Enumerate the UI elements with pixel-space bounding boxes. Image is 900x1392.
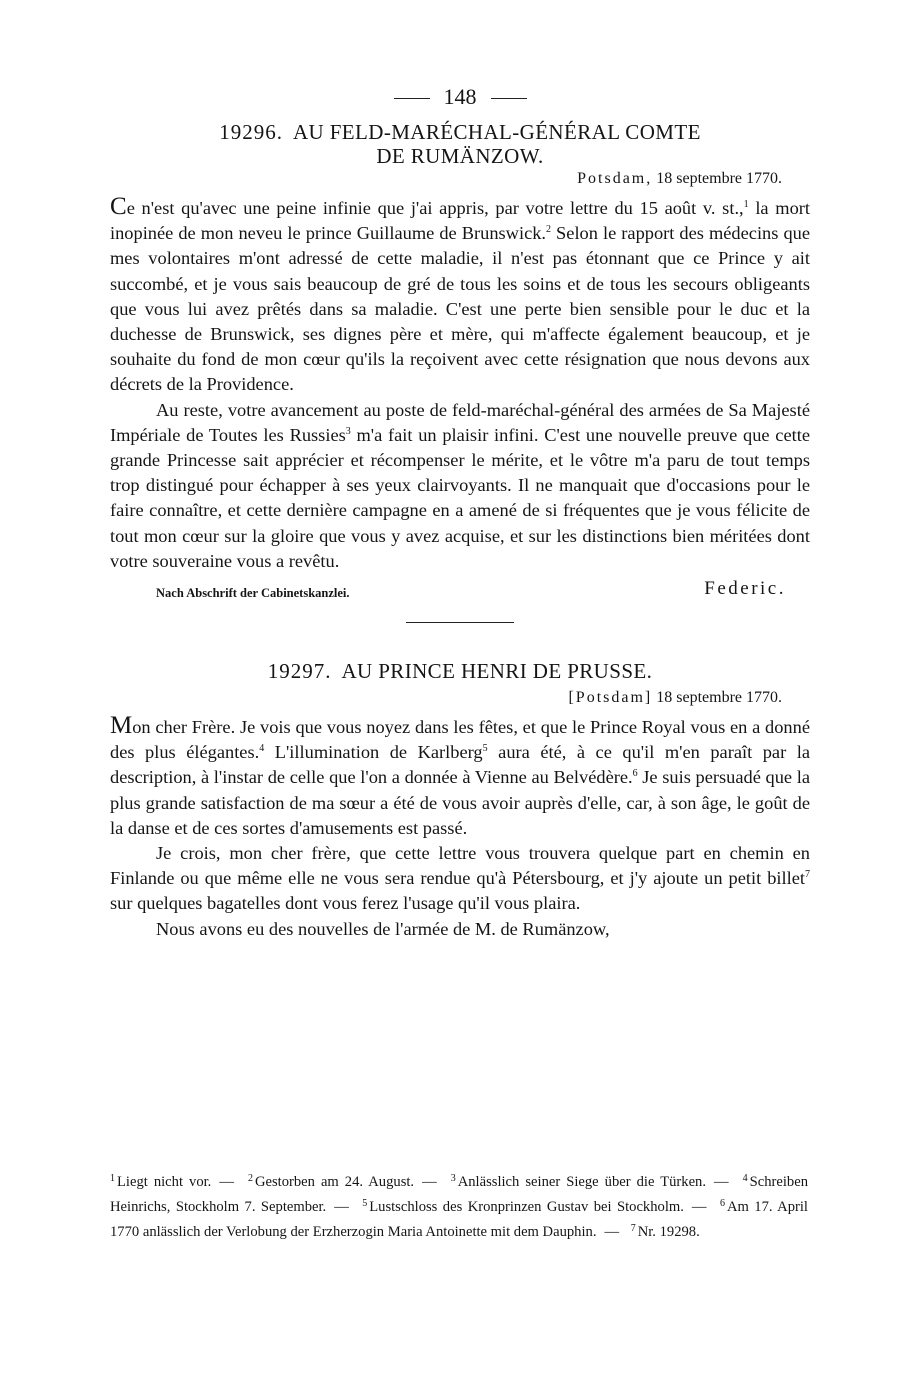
- text-segment: Au reste, votre avancement au poste de feld-maréchal-général des armées de Sa Majesté Impériale de Toutes les Russies: [110, 399, 810, 445]
- letter-title: [110, 659, 810, 683]
- dateline-date: 18 septembre 1770.: [656, 689, 782, 707]
- header-rule-right: [491, 98, 527, 99]
- dateline-place: Potsdam,: [577, 170, 653, 187]
- footnote-number: 6: [719, 1198, 725, 1209]
- letter-title-line2: DE RUMÄNZOW.: [376, 144, 544, 168]
- footnote-number: 1: [110, 1173, 115, 1184]
- footnote-text: Am 17. April 1770 anlässlich der Verlobung der Erzherzogin Maria Antoinette mit dem Dauphin.: [110, 1199, 808, 1240]
- footnote-text: Nr. 19298.: [637, 1224, 700, 1240]
- letter-number: 19296.: [219, 120, 283, 144]
- page-header: [110, 82, 810, 112]
- letter-19296: [110, 120, 810, 623]
- footnote-ref: 5: [482, 743, 488, 755]
- footnote-number: 5: [362, 1198, 368, 1209]
- footnote-ref: 7: [805, 869, 810, 881]
- footnote-number: 2: [247, 1173, 253, 1184]
- footnote-number: 4: [742, 1173, 748, 1184]
- footnote: [631, 1224, 700, 1240]
- text-segment: m'a fait un plaisir infini. C'est une nouvelle preuve que cette grande Princesse sait apprécier et récompenser le mérite, et le vôtre m'a paru de tout temps trop distingué pour échapper à ses yeux clairvoyants. Il ne manquait que d'occasions pour le faire connaître, et cette dernière campagne en a amené de si fréquentes que je vous félicite de tout mon cœur sur la gloire que vous y avez acquise, et sur les distinctions bien méritées dont votre souveraine vous a revêtu.: [110, 424, 810, 571]
- dateline-place: [Potsdam]: [568, 689, 653, 707]
- signature-row: [110, 576, 810, 610]
- paragraph: [110, 713, 810, 841]
- text-segment: la mort inopinée de mon neveu le prince Guillaume de Brunswick.: [110, 198, 811, 244]
- footnotes: $^1$ Liegt nicht vor. — $^2$ Gestorben am 24. August. — $^3$ Anlässlich seiner Siege über die Türken. — $^4$ Schreiben Heinrichs, Stockholm 7. September. — $^5$ Lustschloss des Kronprinzen Gustav bei Stockholm. — $^6$ Am 17. April 1770 anlässlich der Verlobung der Erzherzogin Maria Antoinette mit dem Dauphin. — $^7$ Nr. 19298.: [110, 1173, 808, 1240]
- footnote: [110, 1174, 211, 1190]
- signature: Federic.: [704, 578, 786, 600]
- dateline: [110, 687, 810, 709]
- letter-number: 19297.: [267, 659, 332, 684]
- source-note: Nach Abschrift der Cabinetskanzlei.: [156, 586, 350, 601]
- footnote: [362, 1199, 684, 1215]
- footnote-number: 3: [450, 1173, 456, 1184]
- text-segment: L'illumination de Karlberg: [264, 742, 483, 763]
- dateline-date: 18 septembre 1770.: [656, 170, 782, 187]
- letter-title: [110, 120, 810, 168]
- letter-19297: [110, 659, 810, 942]
- text-segment: sur quelques bagatelles dont vous ferez l'usage qu'il vous plaira.: [110, 893, 581, 914]
- text-segment: Nous avons eu des nouvelles de l'armée de M. de Rumänzow,: [156, 918, 610, 939]
- text-segment: Je crois, mon cher frère, que cette lettre vous trouvera quelque part en chemin en Finlande ou que même elle ne vous sera rendue qu'à Pétersbourg, et j'y ajoute un petit billet: [110, 843, 810, 889]
- header-rule-left: [394, 98, 430, 99]
- drop-cap: M: [110, 712, 133, 740]
- text-segment: on cher Frère. Je vois que vous noyez dans les fêtes, et que le Prince Royal vous en a donné des plus élégantes.: [110, 717, 810, 763]
- text-segment: Selon le rapport des médecins que mes volontaires m'ont adressé de cette maladie, il n'est pas étonnant que ce Prince y ait succombé, et je vous sais beaucoup de gré de tous les soins et de tous les secours obligeants que vous lui avez prêtés dans sa maladie. C'est une perte bien sensible pour le duc et la duchesse de Brunswick, ses dignes père et mère, qui m'affecte également beaucoup, et je souhaite du fond de mon cœur qu'ils la reçoivent avec cette résignation que nous devons aux décrets de la Providence.: [110, 223, 810, 395]
- letter-title-line1: AU FELD-MARÉCHAL-GÉNÉRAL COMTE: [292, 120, 701, 144]
- footnote-text: Anlässlich seiner Siege über die Türken.: [457, 1174, 707, 1190]
- footnote-ref: 6: [632, 768, 638, 780]
- drop-cap: C: [110, 193, 127, 220]
- dateline: [110, 168, 810, 190]
- footnote-ref: 2: [546, 224, 552, 236]
- footnote-text: Gestorben am 24. August.: [254, 1174, 415, 1190]
- footnote-ref: 3: [345, 425, 351, 437]
- text-segment: Je suis persuadé que la plus grande satisfaction de ma sœur a été de vous avoir auprès d'elle, car, à son âge, le goût de la danse et de ces sortes d'amusements est passé.: [110, 767, 811, 838]
- footnote-text: Liegt nicht vor.: [117, 1174, 212, 1190]
- footnote-number: 7: [630, 1223, 636, 1234]
- letter-separator: [406, 622, 514, 623]
- letter-title-line1: AU PRINCE HENRI DE PRUSSE.: [341, 659, 653, 684]
- paragraph: [110, 841, 810, 917]
- paragraph: [110, 398, 810, 574]
- footnote-text: Lustschloss des Kronprinzen Gustav bei Stockholm.: [369, 1199, 684, 1215]
- footnote: [451, 1174, 706, 1190]
- page-body: [110, 82, 810, 942]
- text-segment: e n'est qu'avec une peine infinie que j'ai appris, par votre lettre du 15 août v. st.,: [126, 198, 744, 218]
- footnote-ref: 4: [259, 743, 265, 755]
- page-number: 148: [443, 84, 477, 109]
- footnote-text: Schreiben Heinrichs, Stockholm 7. September.: [110, 1174, 808, 1215]
- footnote: [248, 1174, 414, 1190]
- paragraph: [110, 917, 810, 942]
- paragraph: [110, 194, 810, 398]
- text-segment: aura été, à ce qu'il m'en paraît par la description, à l'instar de celle que l'on a donnée à Vienne au Belvédère.: [110, 742, 810, 788]
- footnote-ref: 1: [743, 199, 749, 210]
